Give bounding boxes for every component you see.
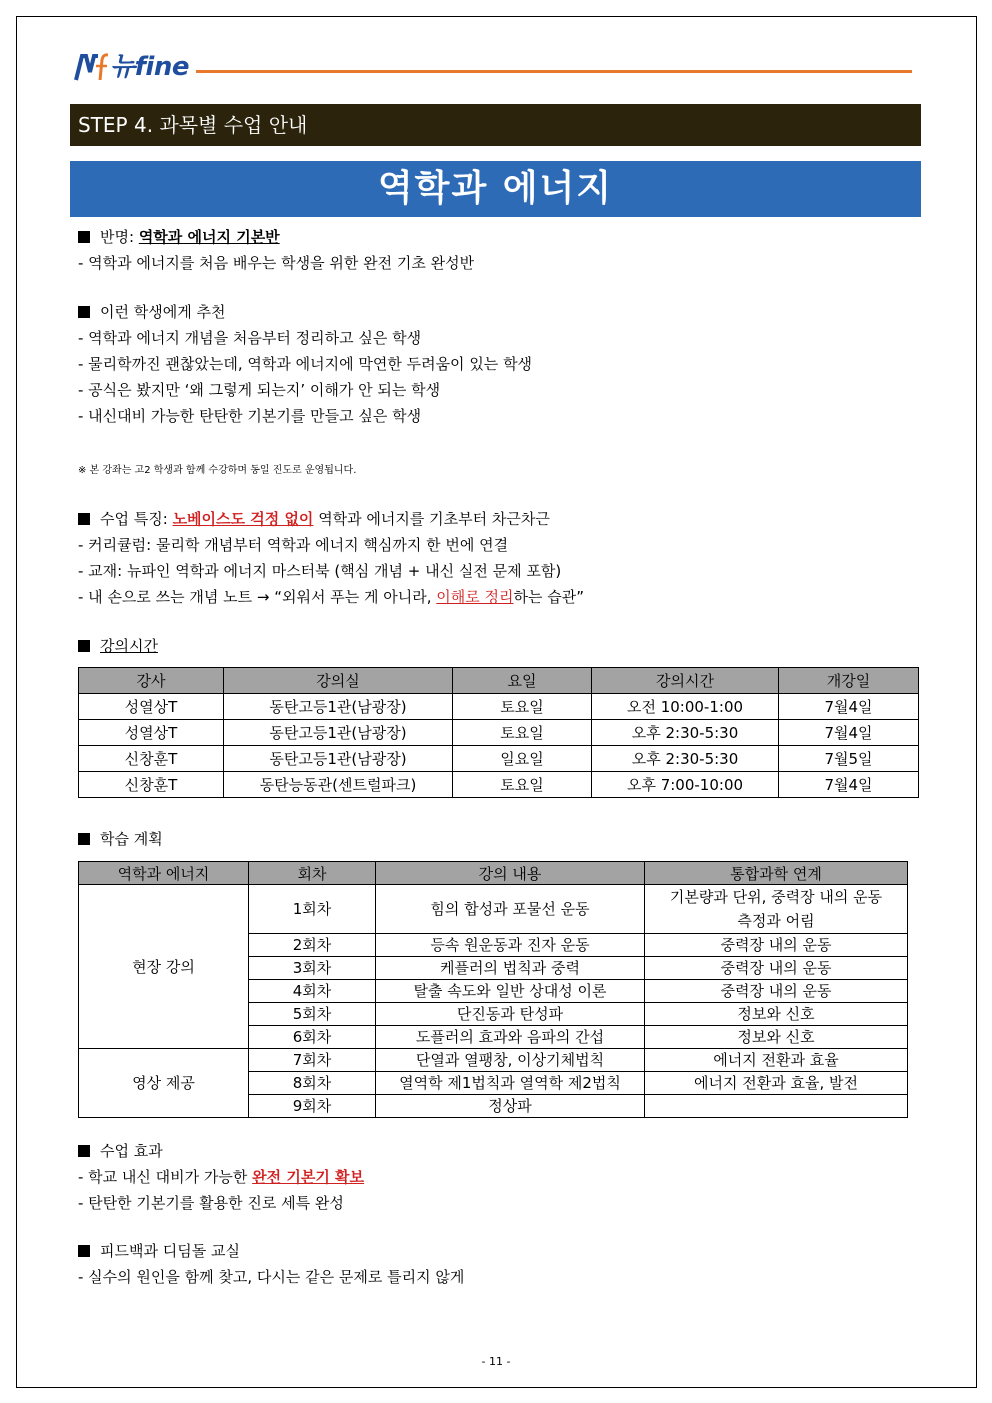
square-bullet-icon xyxy=(78,1145,90,1157)
table-cell: 토요일 xyxy=(453,772,592,798)
table-cell: 도플러의 효과와 음파의 간섭 xyxy=(376,1026,645,1049)
table-header-row xyxy=(79,862,908,885)
plan-table xyxy=(78,861,908,1118)
step-title: STEP 4. 과목별 수업 안내 xyxy=(70,104,921,146)
list-item: - 커리큘럼: 물리학 개념부터 역학과 에너지 핵심까지 한 번에 연결 xyxy=(78,536,509,554)
class-name-value: 역학과 에너지 기본반 xyxy=(138,228,280,246)
table-cell: 중력장 내의 운동 xyxy=(645,957,908,980)
square-bullet-icon xyxy=(78,513,90,525)
table-cell: 7월4일 xyxy=(779,720,919,746)
feature-text: 하는 습관” xyxy=(513,588,584,606)
main-title: 역학과 에너지 xyxy=(70,161,921,217)
table-cell: 7회차 xyxy=(249,1049,376,1072)
feedback-section xyxy=(78,1238,464,1290)
schedule-table xyxy=(78,667,919,798)
effects-heading: 수업 효과 xyxy=(100,1142,163,1160)
logo xyxy=(74,48,189,82)
recommend-heading: 이런 학생에게 추천 xyxy=(100,303,226,321)
list-item: - 공식은 봤지만 ‘왜 그렇게 되는지’ 이해가 안 되는 학생 xyxy=(78,381,441,399)
list-item: - 물리학까진 괜찮았는데, 역학과 에너지에 막연한 두려움이 있는 학생 xyxy=(78,355,533,373)
features-highlight: 노베이스도 걱정 없이 xyxy=(172,510,314,528)
table-cell: 일요일 xyxy=(453,746,592,772)
table-header: 통합과학 연계 xyxy=(645,862,908,885)
table-cell: 3회차 xyxy=(249,957,376,980)
list-item: - 탄탄한 기본기를 활용한 진로 세특 완성 xyxy=(78,1194,344,1212)
table-cell: 정상파 xyxy=(376,1095,645,1118)
table-cell: 5회차 xyxy=(249,1003,376,1026)
feature-text: - 내 손으로 쓰는 개념 노트 → “외워서 푸는 게 아니라, xyxy=(78,588,437,606)
list-item xyxy=(78,1164,364,1190)
table-cell: 오후 7:00-10:00 xyxy=(592,772,779,798)
table-cell: 7월4일 xyxy=(779,772,919,798)
table-cell: 1회차 xyxy=(249,885,376,934)
table-cell: 오전 10:00-1:00 xyxy=(592,694,779,720)
logo-text: 뉴fine xyxy=(110,52,189,82)
table-header: 강의 내용 xyxy=(376,862,645,885)
table-cell: 동탄고등1관(남광장) xyxy=(224,720,453,746)
table-header: 강사 xyxy=(79,668,224,694)
group-cell: 현장 강의 xyxy=(79,885,249,1049)
table-cell: 신창훈T xyxy=(79,746,224,772)
table-cell: 2회차 xyxy=(249,934,376,957)
effect-text: - 학교 내신 대비가 가능한 xyxy=(78,1168,253,1186)
class-desc: - 역학과 에너지를 처음 배우는 학생을 위한 완전 기초 완성반 xyxy=(78,254,475,272)
table-cell: 동탄고등1관(남광장) xyxy=(224,746,453,772)
table-cell: 정보와 신호 xyxy=(645,1003,908,1026)
table-cell: 동탄능동관(센트럴파크) xyxy=(224,772,453,798)
feedback-heading: 피드백과 디딤돌 교실 xyxy=(100,1242,240,1260)
effects-section xyxy=(78,1138,364,1216)
features-label: 수업 특징: xyxy=(100,510,173,528)
table-header: 강의실 xyxy=(224,668,453,694)
schedule-heading: 강의시간 xyxy=(100,637,158,655)
table-cell: 중력장 내의 운동 xyxy=(645,934,908,957)
table-cell: 성열상T xyxy=(79,720,224,746)
nf-logo-icon xyxy=(74,50,108,82)
features-section xyxy=(78,506,584,610)
table-header-row xyxy=(79,668,919,694)
table-cell: 등속 원운동과 진자 운동 xyxy=(376,934,645,957)
table-row xyxy=(79,1049,908,1072)
schedule-section xyxy=(78,633,158,659)
recommend-note: ※ 본 강좌는 고2 학생과 함께 수강하며 동일 진도로 운영됩니다. xyxy=(78,465,357,476)
table-cell: 정보와 신호 xyxy=(645,1026,908,1049)
table-row xyxy=(79,694,919,720)
table-cell: 7월4일 xyxy=(779,694,919,720)
list-item: - 내신대비 가능한 탄탄한 기본기를 만들고 싶은 학생 xyxy=(78,407,422,425)
table-cell: 토요일 xyxy=(453,694,592,720)
table-cell: 에너지 전환과 효율 xyxy=(645,1049,908,1072)
list-item xyxy=(78,584,584,610)
table-header: 요일 xyxy=(453,668,592,694)
table-cell: 단열과 열팽창, 이상기체법칙 xyxy=(376,1049,645,1072)
square-bullet-icon xyxy=(78,1245,90,1257)
table-cell: 탈출 속도와 일반 상대성 이론 xyxy=(376,980,645,1003)
table-cell: 7월5일 xyxy=(779,746,919,772)
plan-section xyxy=(78,826,163,852)
features-rest: 역학과 에너지를 기초부터 차근차근 xyxy=(313,510,550,528)
table-cell: 4회차 xyxy=(249,980,376,1003)
table-cell: 케플러의 법칙과 중력 xyxy=(376,957,645,980)
table-cell: 8회차 xyxy=(249,1072,376,1095)
table-row xyxy=(79,885,908,934)
list-item: - 역학과 에너지 개념을 처음부터 정리하고 싶은 학생 xyxy=(78,329,422,347)
class-name-label: 반명: xyxy=(100,228,139,246)
table-header: 강의시간 xyxy=(592,668,779,694)
table-cell xyxy=(645,1095,908,1118)
table-cell: 중력장 내의 운동 xyxy=(645,980,908,1003)
table-cell: 기본량과 단위, 중력장 내의 운동 측정과 어림 xyxy=(645,885,908,934)
header-divider xyxy=(196,70,912,73)
table-cell: 오후 2:30-5:30 xyxy=(592,746,779,772)
table-cell: 9회차 xyxy=(249,1095,376,1118)
table-row xyxy=(79,746,919,772)
table-cell: 토요일 xyxy=(453,720,592,746)
table-cell: 성열상T xyxy=(79,694,224,720)
feature-highlight: 이해로 정리 xyxy=(436,588,514,606)
table-row xyxy=(79,720,919,746)
group-cell: 영상 제공 xyxy=(79,1049,249,1118)
table-cell: 동탄고등1관(남광장) xyxy=(224,694,453,720)
square-bullet-icon xyxy=(78,640,90,652)
table-cell: 힘의 합성과 포물선 운동 xyxy=(376,885,645,934)
square-bullet-icon xyxy=(78,306,90,318)
table-cell: 6회차 xyxy=(249,1026,376,1049)
table-cell: 열역학 제1법칙과 열역학 제2법칙 xyxy=(376,1072,645,1095)
page-number: - 11 - xyxy=(481,1355,511,1368)
plan-heading: 학습 계획 xyxy=(100,830,163,848)
square-bullet-icon xyxy=(78,231,90,243)
table-cell: 신창훈T xyxy=(79,772,224,798)
table-cell: 오후 2:30-5:30 xyxy=(592,720,779,746)
table-header: 회차 xyxy=(249,862,376,885)
effect-highlight: 완전 기본기 확보 xyxy=(252,1168,365,1186)
square-bullet-icon xyxy=(78,833,90,845)
table-row xyxy=(79,772,919,798)
recommend-section xyxy=(78,299,532,429)
table-cell: 단진동과 탄성파 xyxy=(376,1003,645,1026)
list-item: - 실수의 원인을 함께 찾고, 다시는 같은 문제로 틀리지 않게 xyxy=(78,1268,465,1286)
list-item: - 교재: 뉴파인 역학과 에너지 마스터북 (핵심 개념 + 내신 실전 문제 포함) xyxy=(78,562,562,580)
table-header: 개강일 xyxy=(779,668,919,694)
table-header: 역학과 에너지 xyxy=(79,862,249,885)
table-cell: 에너지 전환과 효율, 발전 xyxy=(645,1072,908,1095)
class-name-section xyxy=(78,224,474,276)
